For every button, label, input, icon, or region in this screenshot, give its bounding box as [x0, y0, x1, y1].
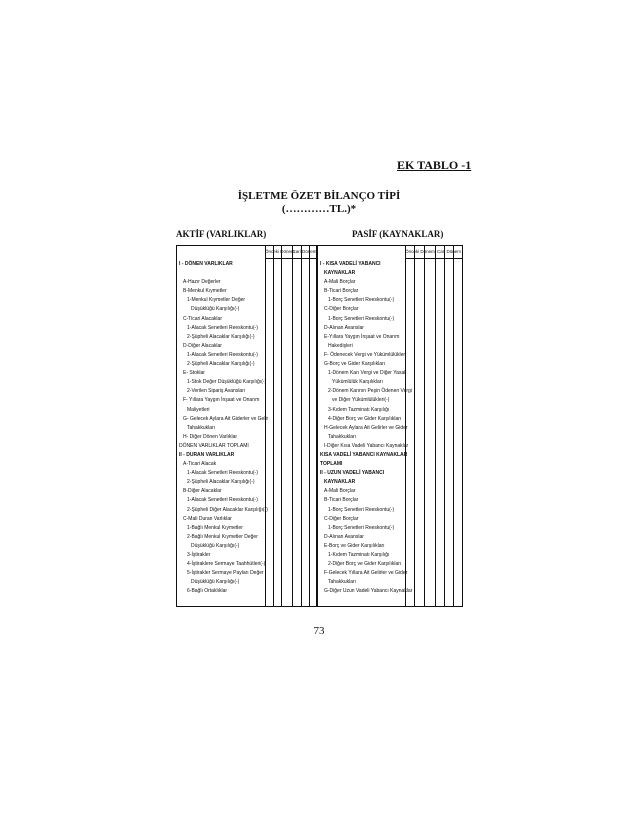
table-row: I-Diğer Kısa Vadeli Yabancı Kaynaklar — [324, 442, 409, 449]
table-row: A-Mali Borçlar — [324, 488, 356, 495]
pasif-col-prev: Önceki Dönem — [405, 246, 435, 259]
table-row: 6-Bağlı Ortaklıklar — [187, 588, 228, 595]
table-row: Yükümlülük Karşılıkları — [332, 379, 383, 386]
aktif-col-prev: Önceki Dönem — [265, 246, 292, 259]
table-row: C-Diğer Borçlar — [324, 306, 359, 313]
table-row: G- Gelecek Aylara Ait Giderler ve Gelir — [183, 415, 269, 422]
table-row: Tahakkukları — [328, 433, 357, 440]
table-row: F- Yıllara Yaygın İnşaat ve Onarım — [183, 397, 260, 404]
table-row: 1-Borç Senetleri Reeskontu(-) — [328, 297, 395, 304]
table-row: 2-Şüpheli Alacaklar Karşılığı(-) — [187, 333, 255, 340]
table-row: TOPLAMI — [320, 461, 343, 468]
table-row: Tahakkukları — [328, 579, 357, 586]
table-row: H- Diğer Dönen Varlıklar — [183, 433, 238, 440]
table-row: 1-Alacak Senetleri Reeskontu(-) — [187, 351, 258, 358]
table-row: B-Diğer Alacaklar — [183, 488, 222, 495]
aktif-header: AKTİF (VARLIKLAR) — [176, 229, 267, 239]
table-row: 2-Şüpheli Alacaklar Karşılığı(-) — [187, 479, 255, 486]
column-divider — [444, 246, 445, 606]
table-row: KISA VADELİ YABANCI KAYNAKLAR — [320, 451, 408, 458]
table-row: B-Menkul Kıymetler — [183, 288, 227, 295]
column-divider — [424, 246, 425, 606]
column-divider — [309, 246, 310, 606]
column-divider — [273, 246, 274, 606]
table-row: 1-Borç Senetleri Reeskontu(-) — [328, 315, 395, 322]
pasif-header: PASİF (KAYNAKLAR) — [352, 229, 444, 239]
table-row: F- Ödenecek Vergi ve Yükümlülükler — [324, 351, 406, 358]
ek-tablo-label: EK TABLO -1 — [397, 158, 472, 172]
table-row: F-Gelecek Yıllara Ait Gelirler ve Gider — [324, 570, 408, 577]
pasif-table — [317, 245, 463, 607]
table-row: A-Ticari Alacak — [183, 461, 217, 468]
column-divider — [281, 246, 282, 606]
table-row: 2-Diğer Borç ve Gider Karşılıkları — [328, 561, 402, 568]
table-row: C-Mali Duran Varlıklar — [183, 515, 232, 522]
table-row: DÖNEN VARLIKLAR TOPLAMI — [179, 442, 249, 449]
table-row: 2-Şüpheli Diğer Alacaklar Karşılığı(-) — [187, 506, 268, 513]
table-row: 5-İştirakler Sermaye Payları Değer — [187, 570, 264, 577]
table-row: ve Diğer Yükümlülükleri(-) — [332, 397, 390, 404]
page-number: 73 — [313, 625, 325, 637]
table-row — [179, 269, 268, 278]
table-row: D-Alınan Avanslar — [324, 324, 364, 331]
table-row: 1-Borç Senetleri Reeskontu(-) — [328, 506, 395, 513]
table-row: 1-Menkul Kıymetler Değer — [187, 297, 246, 304]
table-row: G-Borç ve Gider Karşılıkları — [324, 361, 386, 368]
table-row: E- Stoklar — [183, 370, 205, 377]
table-row: D-Diğer Alacaklar — [183, 342, 222, 349]
column-divider — [453, 246, 454, 606]
table-row: 2-Şüpheli Alacaklar Karşılığı(-) — [187, 361, 255, 368]
table-row: Düşüklüğü Karşılığı(-) — [191, 542, 240, 549]
pasif-rows — [320, 260, 412, 596]
table-row: Düşüklüğü Karşılığı(-) — [191, 306, 240, 313]
table-row: 2-Dönem Karının Peşin Ödenen Vergi — [328, 388, 412, 395]
table-row: 2-Verilen Sipariş Avansları — [187, 388, 246, 395]
pasif-col-curr: Cari Dönem — [435, 246, 463, 259]
table-row: 1-Bağlı Menkul Kıymetler — [187, 524, 243, 531]
aktif-col-curr: Cari Dönem — [292, 246, 317, 259]
column-divider — [414, 246, 415, 606]
table-row: B-Ticari Borçlar — [324, 497, 359, 504]
column-divider — [292, 246, 293, 606]
document-title: İŞLETME ÖZET BİLANÇO TİPİ — [237, 190, 401, 202]
table-row: 1-Stok Değer Düşüklüğü Karşılığı(-) — [187, 379, 267, 386]
table-row: 1-Alacak Senetleri Reeskontu(-) — [187, 470, 258, 477]
table-row: 3-Kıdem Tazminatı Karşılığı — [328, 406, 390, 413]
table-row: 4-İştiraklere Sermaye Taahhütleri(-) — [187, 561, 266, 568]
table-row: 4-Diğer Borç ve Gider Karşılıkları — [328, 415, 402, 422]
aktif-table — [176, 245, 317, 607]
table-row: E-Borç ve Gider Karşılıkları — [324, 542, 385, 549]
document-subtitle: (…………TL.)* — [281, 203, 357, 215]
table-row: 1-Alacak Senetleri Reeskontu(-) — [187, 497, 258, 504]
table-row: A-Hazır Değerler — [183, 279, 221, 286]
table-row: Maliyetleri — [187, 406, 210, 413]
column-divider — [301, 246, 302, 606]
table-row: D-Alınan Avanslar — [324, 533, 364, 540]
table-row: Düşüklüğü Karşılığı(-) — [191, 579, 240, 586]
table-row: II - DURAN VARLIKLAR — [179, 451, 235, 458]
table-row: C-Diğer Borçlar — [324, 515, 359, 522]
table-row: G-Diğer Uzun Vadeli Yabancı Kaynaklar — [324, 588, 413, 595]
table-row: E-Yıllara Yaygın İnşaat ve Onarım — [324, 333, 400, 340]
table-row: Hakedişleri — [328, 342, 353, 349]
table-row: C-Ticari Alacaklar — [183, 315, 222, 322]
table-row: 1-Borç Senetleri Reeskontu(-) — [328, 524, 395, 531]
table-row: 1-Dönem Karı Vergi ve Diğer Yasal — [328, 370, 406, 377]
table-row: KAYNAKLAR — [324, 479, 356, 486]
table-row: 1-Kıdem Tazminatı Karşılığı — [328, 552, 390, 558]
table-row: Tahakkukları — [187, 424, 216, 431]
table-row: KAYNAKLAR — [324, 270, 356, 277]
table-row: A-Mali Borçlar — [324, 279, 356, 286]
table-row: H-Gelecek Aylara Ait Gelirler ve Gider — [324, 424, 408, 431]
table-row: B-Ticari Borçlar — [324, 288, 359, 295]
table-row: II - UZUN VADELİ YABANCI — [320, 470, 385, 477]
table-row: 2-Bağlı Menkul Kıymetler Değer — [187, 533, 258, 540]
aktif-rows — [179, 260, 268, 596]
table-row: 3-İştirakler — [187, 552, 211, 558]
table-row: 1-Alacak Senetleri Reeskontu(-) — [187, 324, 258, 331]
table-row: I - DÖNEN VARLIKLAR — [179, 261, 233, 267]
column-divider — [435, 246, 436, 606]
table-row: I - KISA VADELİ YABANCI — [320, 261, 381, 267]
